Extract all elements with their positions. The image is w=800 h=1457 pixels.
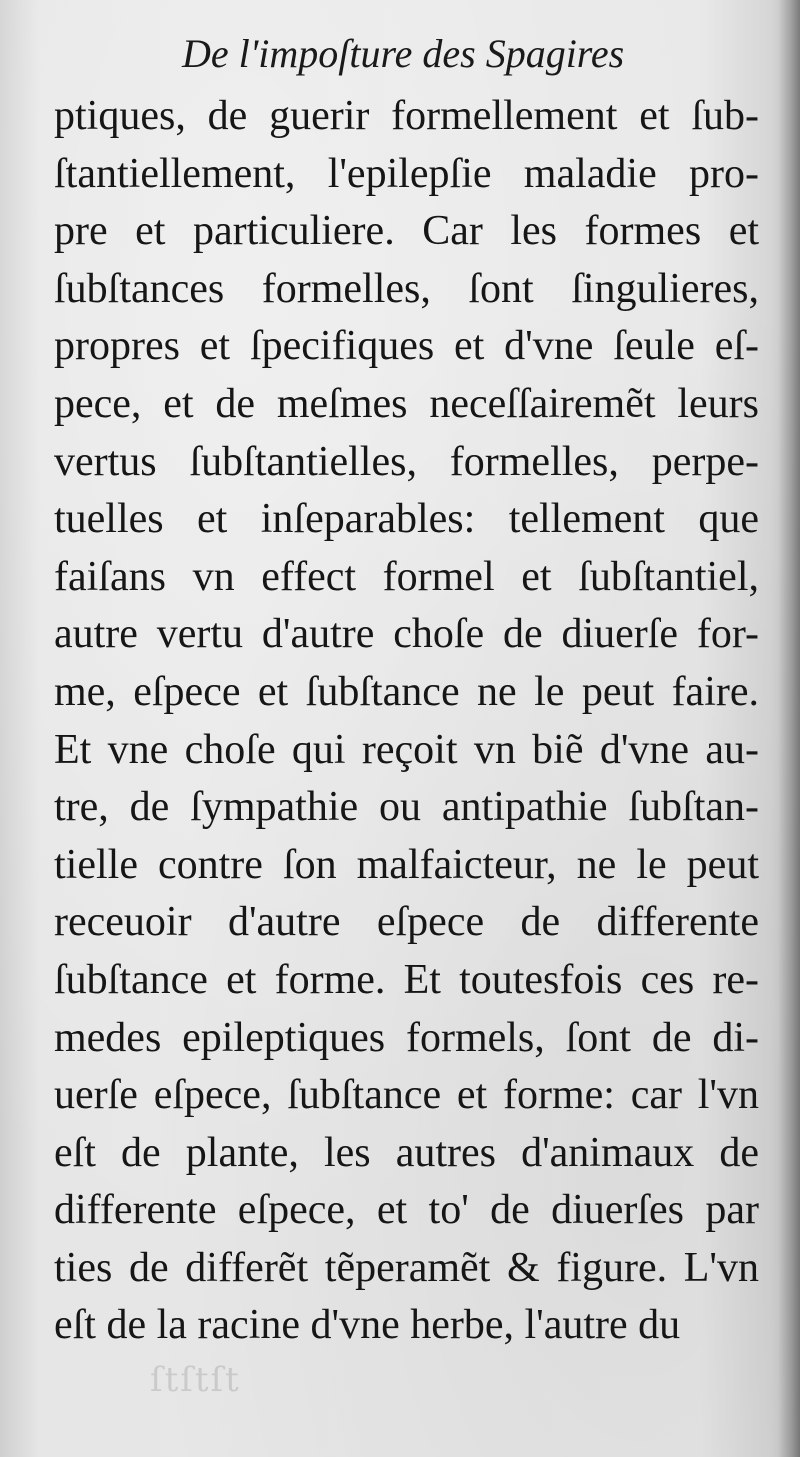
show-through-text: ſtſtſt (150, 1360, 241, 1400)
text-line: ties de differẽt tẽperamẽt & figure. L'vn (54, 1244, 759, 1291)
page-edge-shadow (778, 0, 800, 1457)
body-text (54, 88, 759, 1355)
text-line: eſt de plante, les autres d'animaux de (54, 1129, 759, 1176)
text-line: Et vne choſe qui reçoit vn biẽ d'vne au- (54, 726, 759, 773)
text-line: me, eſpece et ſubſtance ne le peut faire. (54, 668, 759, 715)
running-head: De l'impoſture des Spagires (182, 31, 625, 76)
text-line: ſtantiellement, l'epilepſie maladie pro- (54, 150, 759, 197)
text-line: ſubſtances formelles, ſont ſingulieres, (54, 265, 759, 312)
text-line: medes epileptiques formels, ſont de di- (54, 1014, 759, 1061)
text-line: receuoir d'autre eſpece de differente (54, 899, 759, 946)
text-line: pre et particuliere. Car les formes et (54, 208, 759, 255)
text-line: ptiques, de guerir formellement et ſub- (54, 93, 759, 139)
text-line: eſt de la racine d'vne herbe, l'autre du (54, 1302, 681, 1349)
text-line: differente eſpece, et to' de diuerſes par (54, 1187, 759, 1234)
text-line: pece, et de meſmes neceſſairemẽt leurs (54, 380, 759, 427)
text-line: tuelles et inſeparables: tellement que (54, 496, 759, 543)
text-line: autre vertu d'autre choſe de diuerſe for- (54, 611, 759, 658)
text-line: propres et ſpecifiques et d'vne ſeule eſ- (54, 323, 759, 370)
text-line: uerſe eſpece, ſubſtance et forme: car l'vn (54, 1072, 759, 1119)
text-line: tielle contre ſon malfaicteur, ne le peut (54, 841, 759, 888)
text-line: faiſans vn effect formel et ſubſtantiel, (54, 553, 759, 600)
text-line: vertus ſubſtantielles, formelles, perpe- (54, 438, 759, 485)
text-line: tre, de ſympathie ou antipathie ſubſtan- (54, 784, 759, 831)
text-line: ſubſtance et forme. Et toutesfois ces re- (54, 956, 759, 1003)
